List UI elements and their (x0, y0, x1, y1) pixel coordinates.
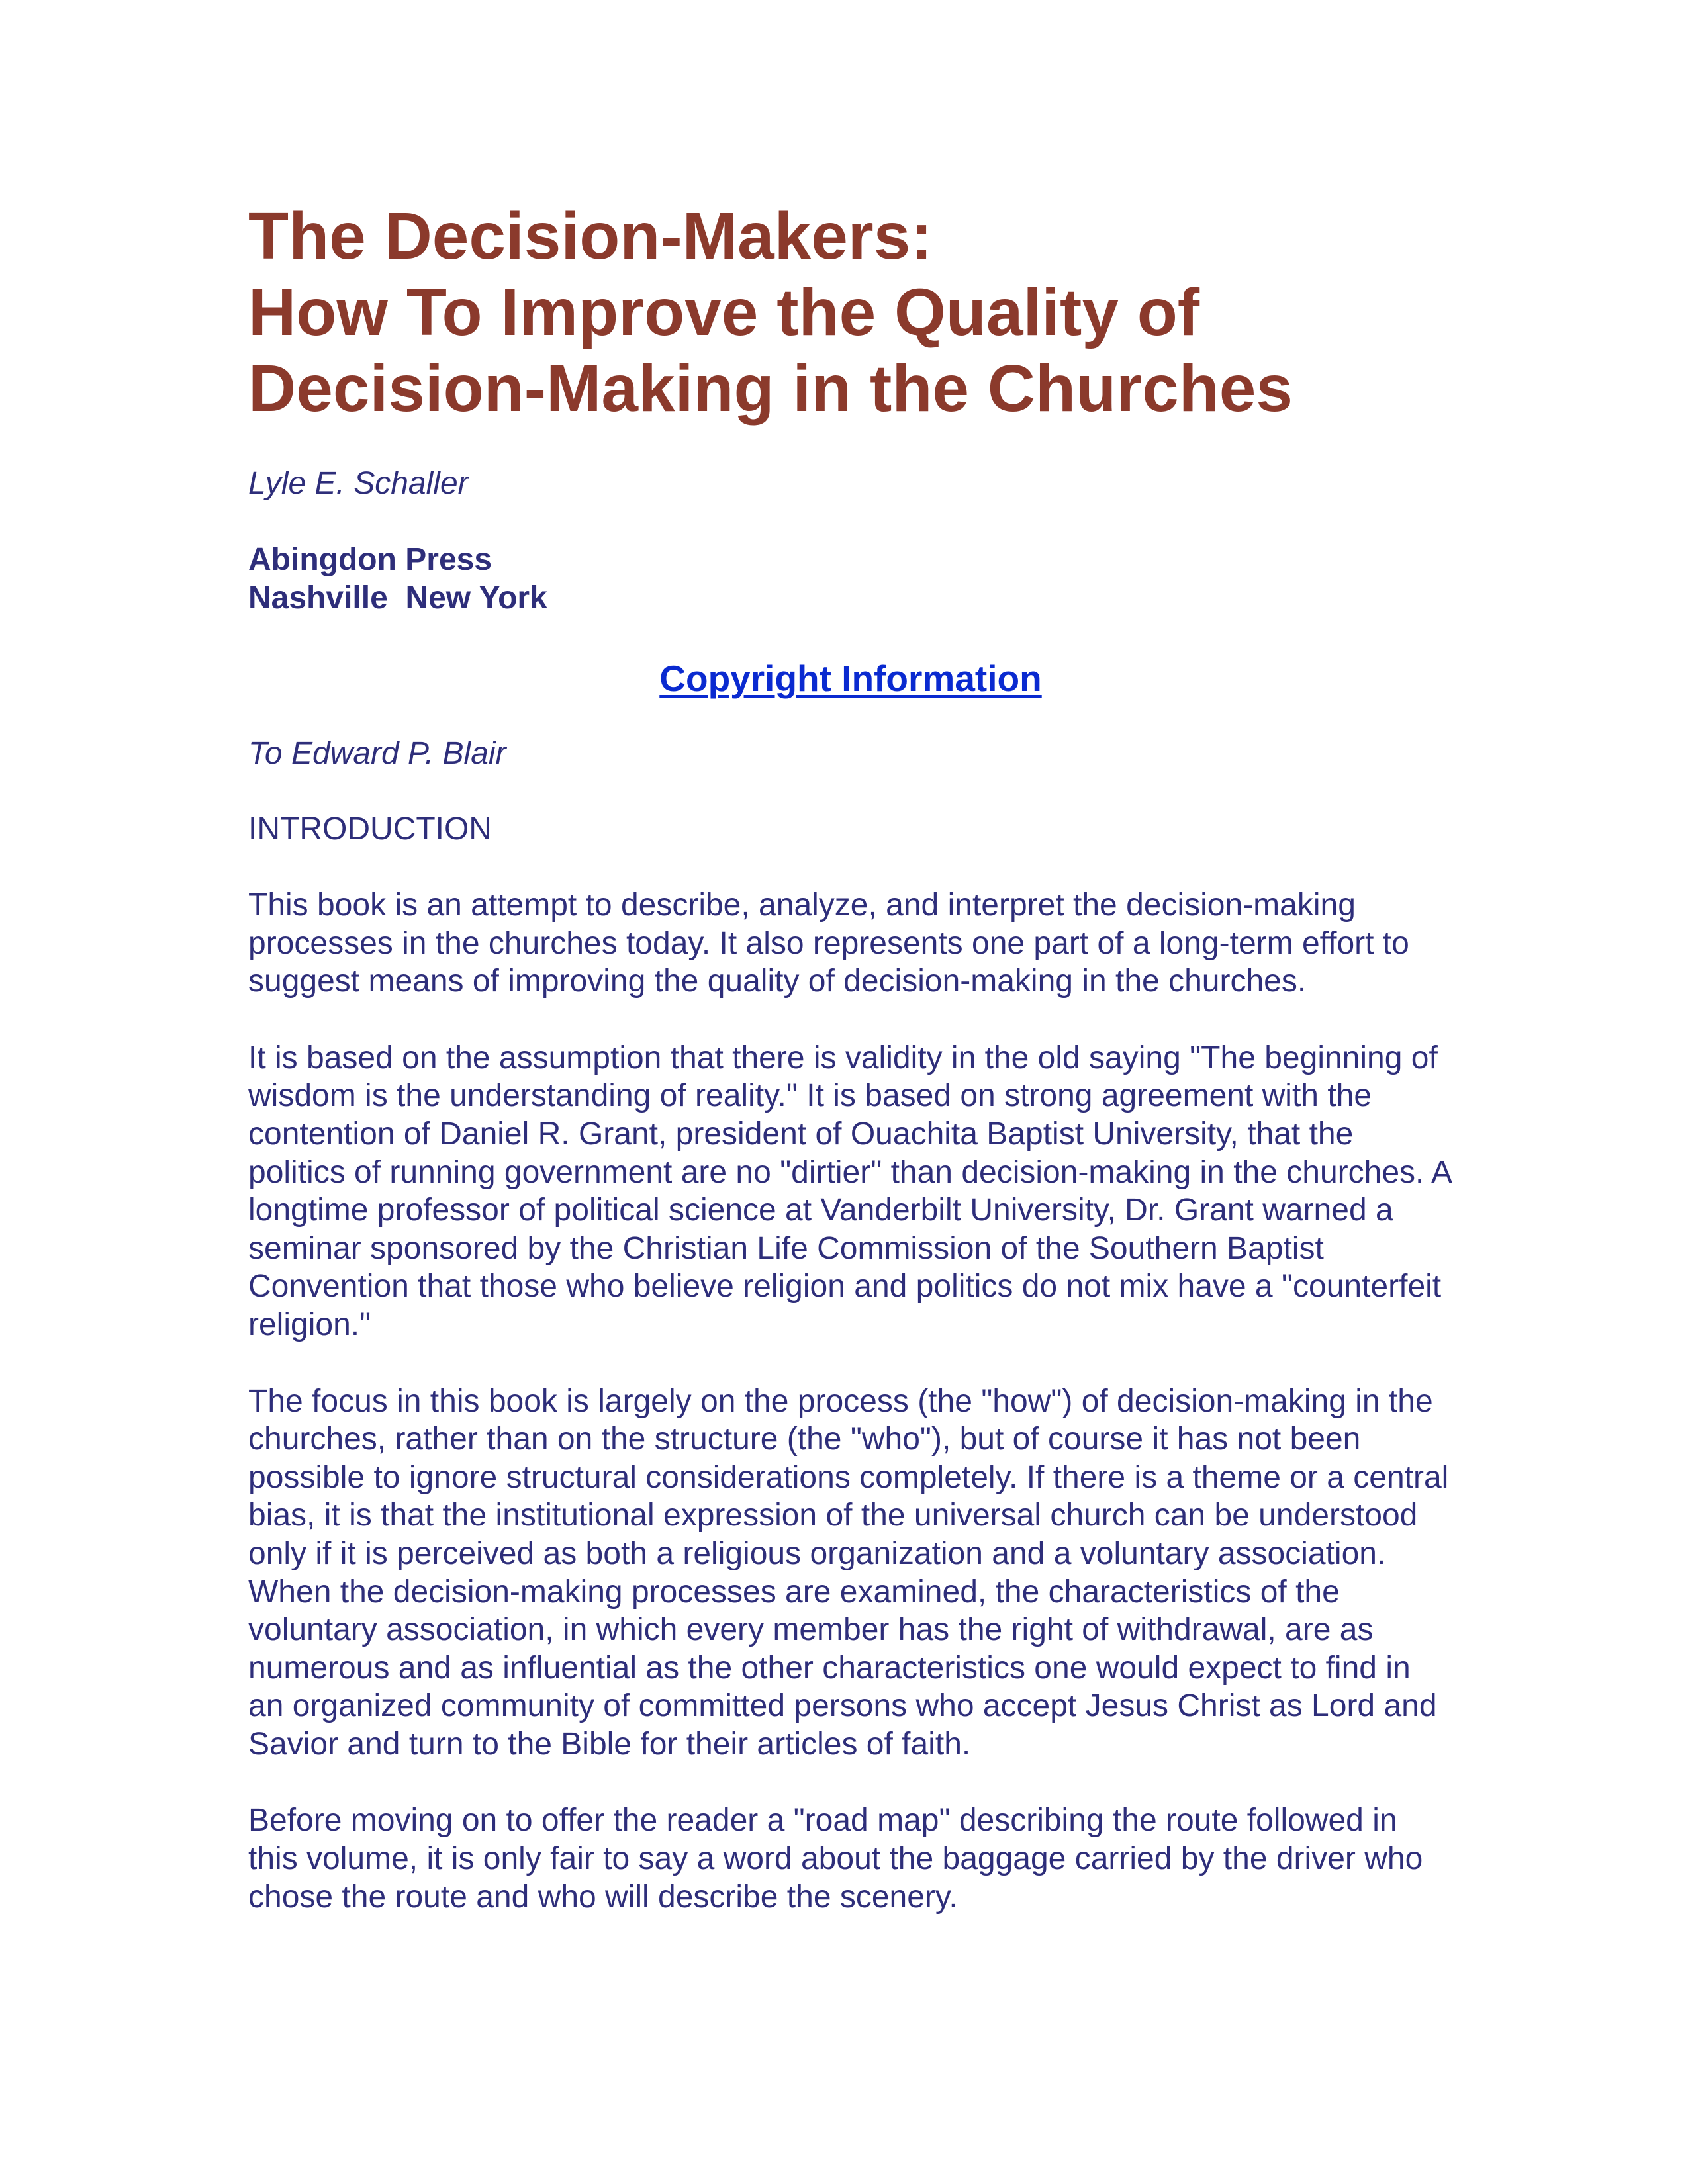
title-line-3: Decision-Making in the Churches (248, 351, 1293, 426)
dedication: To Edward P. Blair (248, 736, 506, 771)
publisher-cities: Nashville New York (248, 580, 547, 615)
publisher-name: Abingdon Press (248, 542, 492, 577)
body-paragraph-2: It is based on the assumption that there is validity in the old saying "The beginning of wisdom is the understanding of reality." It is based on strong agreement with the contention of Daniel R. Grant, president of Ouachita Baptist University, that the politics of running government are no "dirtier" than decision-making in the churches. A longtime professor of political science at Vanderbilt University, Dr. Grant warned a seminar sponsored by the Christian Life Commission of the Southern Baptist Convention that those who believe religion and politics do not mix have a "counterfeit religion." (248, 1040, 1451, 1342)
document-page (248, 199, 1453, 1916)
copyright-block (248, 657, 1453, 700)
title-line-2: How To Improve the Quality of (248, 275, 1200, 349)
introduction-heading: INTRODUCTION (248, 811, 492, 846)
copyright-information-link[interactable]: Copyright Information (659, 658, 1042, 699)
title-line-1: The Decision-Makers: (248, 199, 933, 273)
body-paragraph-4: Before moving on to offer the reader a "road map" describing the route followed in this volume, it is only fair to say a word about the baggage carried by the driver who chose the route and who will describe the scenery. (248, 1803, 1423, 1915)
publisher-block (248, 541, 1453, 617)
author-name: Lyle E. Schaller (248, 466, 469, 501)
body-paragraph-3: The focus in this book is largely on the process (the "how") of decision-making in the churches, rather than on the structure (the "who"), but of course it has not been possible to ignore structural considerations completely. If there is a theme or a central bias, it is that the institutional expression of the universal church can be understood only if it is perceived as both a religious organization and a voluntary association. When the decision-making processes are examined, the characteristics of the voluntary association, in which every member has the right of withdrawal, are as numerous and as influential as the other characteristics one would expect to find in an organized community of committed persons who accept Jesus Christ as Lord and Savior and turn to the Bible for their articles of faith. (248, 1383, 1449, 1762)
body-paragraph-1: This book is an attempt to describe, analyze, and interpret the decision-making processes in the churches today. It also represents one part of a long-term effort to suggest means of improving the quality of decision-making in the churches. (248, 887, 1409, 999)
book-title (248, 199, 1453, 427)
